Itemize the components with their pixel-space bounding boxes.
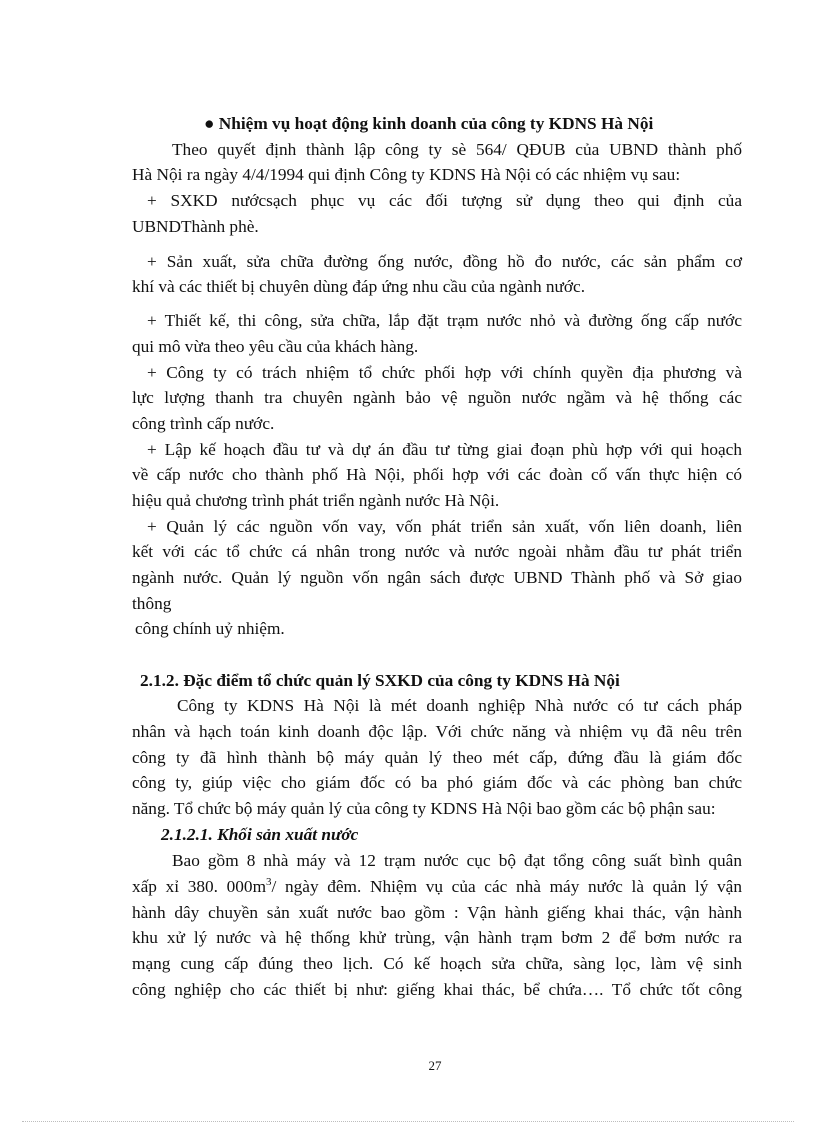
text-line: thông: [132, 594, 172, 613]
text-line: mạng cung cấp đúng theo lịch. Có kế hoạch sửa chữa, sàng lọc, làm vệ sinh: [132, 954, 742, 973]
text-line: hiệu quả chương trình phát triển ngành nước Hà Nội.: [132, 491, 500, 510]
text-line: Bao gồm 8 nhà máy và 12 trạm nước cục bộ đạt tổng công suất bình quân: [172, 851, 742, 870]
text-line: + Thiết kế, thi công, sửa chữa, lắp đặt trạm nước nhỏ và đường ống cấp nước: [147, 311, 742, 330]
section-heading-2-1-2: 2.1.2. Đặc điểm tổ chức quản lý SXKD của công ty KDNS Hà Nội: [140, 671, 620, 690]
text-line: nhân và hạch toán kinh doanh độc lập. Với chức năng và nhiệm vụ đã nêu trên: [132, 722, 742, 741]
text-line: Theo quyết định thành lập công ty sè 564/ QĐUB của UBND thành phố: [172, 140, 742, 159]
heading-business-tasks: [204, 113, 653, 135]
page-bottom-border: [22, 1121, 794, 1122]
text-line: kết với các tổ chức cá nhân trong nước và nước ngoài nhằm đầu tư phát triển: [132, 542, 742, 561]
text-line: Công ty KDNS Hà Nội là mét doanh nghiệp Nhà nước có tư cách pháp: [177, 696, 742, 715]
text-line: + Lập kế hoạch đầu tư và dự án đầu tư từng giai đoạn phù hợp với qui hoạch: [147, 440, 742, 459]
text-line: về cấp nước cho thành phố Hà Nội, phối hợp với các đoàn cố vấn thực hiện có: [132, 465, 742, 484]
text-line: năng. Tổ chức bộ máy quản lý của công ty KDNS Hà Nội bao gồm các bộ phận sau:: [132, 799, 716, 818]
text-line: công ty đã hình thành bộ máy quản lý theo mét cấp, đứng đầu là giám đốc: [132, 748, 742, 767]
text-line: + Công ty có trách nhiệm tổ chức phối hợp với chính quyền địa phương và: [147, 363, 742, 382]
text-fragment: / ngày đêm. Nhiệm vụ của các nhà máy nước là quản lý vận: [271, 877, 742, 896]
text-line: công ty, giúp việc cho giám đốc có ba phó giám đốc và các phòng ban chức: [132, 773, 742, 792]
text-line: + Sản xuất, sửa chữa đường ống nước, đồng hồ đo nước, các sản phẩm cơ: [147, 252, 742, 271]
text-line: + SXKD nướcsạch phục vụ các đối tượng sử dụng theo qui định của: [147, 191, 742, 210]
text-line: khu xử lý nước và hệ thống khử trùng, vận hành trạm bơm 2 để bơm nước ra: [132, 928, 742, 947]
text-line: + Quản lý các nguồn vốn vay, vốn phát triển sản xuất, vốn liên doanh, liên: [147, 517, 742, 536]
section-heading-2-1-2-1: 2.1.2.1. Khối sản xuất nước: [161, 825, 359, 844]
heading-text: Nhiệm vụ hoạt động kinh doanh của công ty KDNS Hà Nội: [218, 114, 654, 133]
text-line: ngành nước. Quản lý nguồn vốn ngân sách được UBND Thành phố và Sở giao: [132, 568, 742, 587]
text-line: công nghiệp cho các thiết bị như: giếng khai thác, bể chứa…. Tổ chức tốt công: [132, 980, 742, 999]
text-line: [132, 876, 742, 898]
page-number: 27: [428, 1058, 442, 1073]
text-line: khí và các thiết bị chuyên dùng đáp ứng nhu cầu của ngành nước.: [132, 277, 586, 296]
text-fragment: xấp xỉ 380. 000m: [132, 877, 267, 896]
bullet: ●: [204, 114, 215, 133]
text-line: lực lượng thanh tra chuyên ngành bảo vệ nguồn nước ngầm và hệ thống các: [132, 388, 742, 407]
text-line: UBNDThành phè.: [132, 217, 259, 236]
text-line: hành dây chuyền sản xuất nước bao gồm : Vận hành giếng khai thác, vận hành: [132, 903, 742, 922]
text-line: công chính uỷ nhiệm.: [135, 619, 285, 638]
text-line: công trình cấp nước.: [132, 414, 275, 433]
text-line: Hà Nội ra ngày 4/4/1994 qui định Công ty KDNS Hà Nội có các nhiệm vụ sau:: [132, 165, 681, 184]
text-line: qui mô vừa theo yêu cầu của khách hàng.: [132, 337, 419, 356]
superscript: 3: [266, 876, 272, 889]
